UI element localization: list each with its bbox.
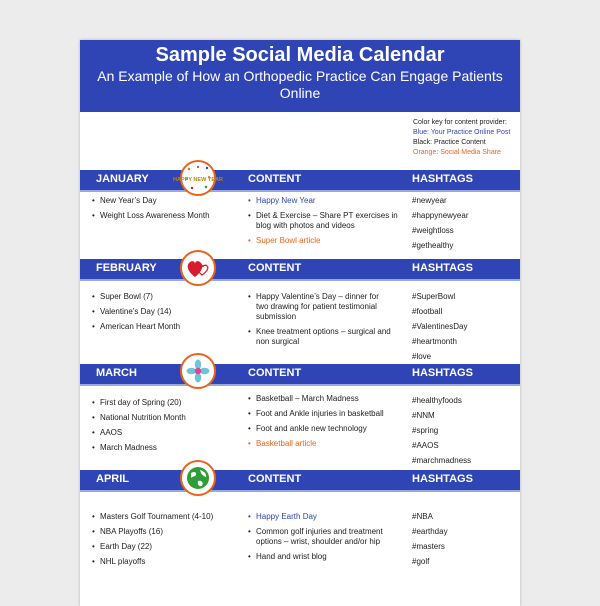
hashtag: #masters: [412, 542, 445, 551]
hashtag: #football: [412, 307, 443, 316]
month-header-january: [80, 170, 520, 192]
hashtag: #earthday: [412, 527, 448, 536]
earth-icon: [180, 460, 216, 496]
list-item: • Happy Valentine’s Day – dinner for two drawing for patient testimonial submission: [248, 292, 393, 322]
april-events: [92, 512, 242, 572]
list-item: • Basketball – March Madness: [248, 394, 403, 404]
hashtag: #gethealthy: [412, 241, 454, 250]
list-item: • Happy New Year: [248, 196, 398, 206]
list-item: • Foot and Ankle injuries in basketball: [248, 409, 403, 419]
list-item: • Valentine’s Day (14): [92, 307, 232, 317]
document-subtitle: An Example of How an Orthopedic Practice Can Engage Patients Online: [97, 68, 503, 101]
hashtags-header: HASHTAGS: [412, 367, 473, 379]
hashtag: #happynewyear: [412, 211, 469, 220]
list-item: • AAOS: [92, 428, 232, 438]
list-item: • American Heart Month: [92, 322, 232, 332]
happy-new-year-icon: [173, 160, 223, 196]
svg-text:HAPPY NEW YEAR: HAPPY NEW YEAR: [173, 177, 223, 183]
month-name: FEBRUARY: [96, 262, 157, 274]
color-key-orange: Orange: Social Media Share: [413, 149, 501, 156]
month-header-february: [80, 259, 520, 281]
color-key-black: Black: Practice Content: [413, 139, 486, 146]
march-hashtags: [412, 396, 512, 471]
list-item: • First day of Spring (20): [92, 398, 232, 408]
document-title: Sample Social Media Calendar: [155, 44, 445, 66]
list-item: • Foot and ankle new technology: [248, 424, 403, 434]
february-content: [248, 292, 393, 352]
january-hashtags: [412, 196, 512, 256]
title-banner: [80, 40, 520, 112]
list-item: • Earth Day (22): [92, 542, 242, 552]
hashtags-header: HASHTAGS: [412, 473, 473, 485]
list-item: • Super Bowl (7): [92, 292, 232, 302]
february-hashtags: [412, 292, 512, 367]
january-events: [92, 196, 232, 226]
list-item: • NBA Playoffs (16): [92, 527, 242, 537]
hashtag: #AAOS: [412, 441, 439, 450]
hashtags-header: HASHTAGS: [412, 173, 473, 185]
hashtag: #weightloss: [412, 226, 454, 235]
color-key-heading: Color key for content provider:: [413, 119, 507, 126]
hashtag: #heartmonth: [412, 337, 457, 346]
color-key-blue: Blue: Your Practice Online Post: [413, 129, 511, 136]
january-content: [248, 196, 398, 251]
content-header: CONTENT: [248, 173, 302, 185]
hashtag: #golf: [412, 557, 430, 566]
hashtag: #healthyfoods: [412, 396, 462, 405]
hashtags-header: HASHTAGS: [412, 262, 473, 274]
hashtag: #ValentinesDay: [412, 322, 468, 331]
list-item: • Weight Loss Awareness Month: [92, 211, 210, 221]
month-name: APRIL: [96, 473, 129, 485]
april-content: [248, 512, 393, 567]
month-header-march: [80, 364, 520, 386]
hashtag: #newyear: [412, 196, 447, 205]
list-item: • New Year’s Day: [92, 196, 232, 206]
hashtag: #NBA: [412, 512, 433, 521]
list-item: • Happy Earth Day: [248, 512, 393, 522]
list-item: • National Nutrition Month: [92, 413, 232, 423]
hashtag: #marchmadness: [412, 456, 472, 465]
content-header: CONTENT: [248, 262, 302, 274]
month-name: MARCH: [96, 367, 137, 379]
march-events: [92, 398, 232, 458]
march-content: [248, 394, 403, 454]
heart-icon: [180, 250, 216, 286]
list-item: • NHL playoffs: [92, 557, 242, 567]
february-events: [92, 292, 232, 337]
flower-icon: [180, 353, 216, 389]
list-item: • Common golf injuries and treatment options – wrist, shoulder and/or hip: [248, 527, 393, 547]
list-item: • Super Bowl article: [248, 236, 398, 246]
hashtag: #spring: [412, 426, 439, 435]
list-item: • Hand and wrist blog: [248, 552, 393, 562]
content-header: CONTENT: [248, 473, 302, 485]
color-key: [413, 118, 510, 158]
list-item: • Knee treatment options – surgical and non surgical: [248, 327, 393, 347]
list-item: • March Madness: [92, 443, 232, 453]
april-hashtags: [412, 512, 512, 572]
content-header: CONTENT: [248, 367, 302, 379]
document-page: [80, 40, 520, 606]
hashtag: #love: [412, 352, 432, 361]
list-item: • Basketball article: [248, 439, 403, 449]
list-item: • Masters Golf Tournament (4-10): [92, 512, 242, 522]
hashtag: #SuperBowl: [412, 292, 456, 301]
list-item: • Diet & Exercise – Share PT exercises in blog with photos and videos: [248, 211, 398, 231]
hashtag: #NNM: [412, 411, 435, 420]
month-header-april: [80, 470, 520, 492]
month-name: JANUARY: [96, 173, 149, 185]
